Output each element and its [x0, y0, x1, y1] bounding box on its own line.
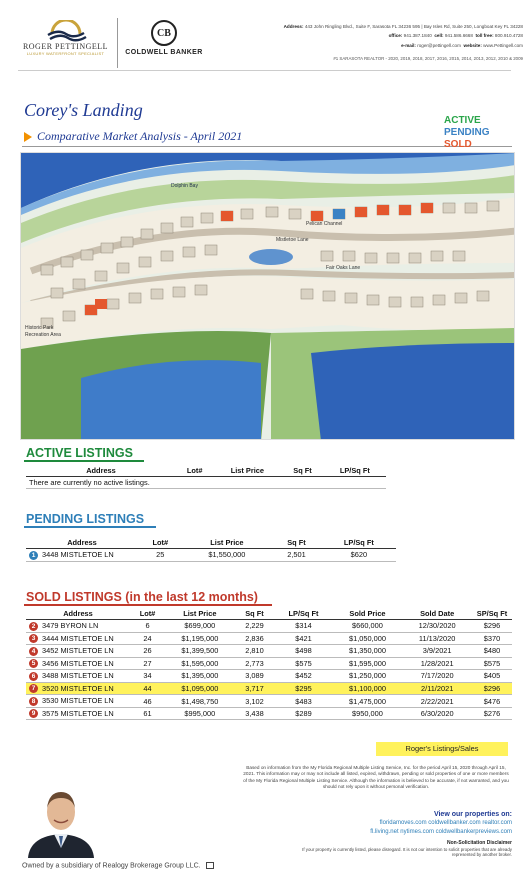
legend-active: ACTIVE [444, 115, 481, 126]
svg-text:Dolphin Bay: Dolphin Bay [171, 183, 198, 189]
marker-number-icon: 5 [29, 659, 38, 668]
lot-cell: 24 [130, 632, 165, 645]
pending-title: PENDING LISTINGS [26, 512, 145, 526]
roger-pettingell-logo [18, 20, 113, 70]
marker-number-icon: 8 [29, 697, 38, 706]
lpsq-cell: $421 [274, 632, 332, 645]
date-cell: 1/28/2021 [402, 657, 472, 670]
date-cell: 6/30/2020 [402, 707, 472, 720]
site-plan-drawing [21, 153, 515, 440]
marker-number-icon: 2 [29, 622, 38, 631]
price-cell: $1,395,000 [165, 670, 235, 683]
active-empty-message: There are currently no active listings. [26, 477, 386, 489]
tollfree-phone[interactable]: 800.910.4728 [494, 33, 523, 39]
lot-cell: 61 [130, 707, 165, 720]
lpsq-cell: $575 [274, 657, 332, 670]
address-cell: 3 3444 MISTLETOE LN [26, 632, 130, 645]
pending-underline [24, 526, 156, 528]
date-cell: 2/11/2021 [402, 682, 472, 695]
legend-pending: PENDING [444, 127, 490, 138]
marker-number-icon: 1 [29, 551, 38, 560]
header-divider [18, 70, 511, 71]
marker-number-icon: 7 [29, 684, 38, 693]
price-cell: $1,095,000 [165, 682, 235, 695]
agent-photo [22, 778, 100, 858]
price-cell: $1,195,000 [165, 632, 235, 645]
lot-cell: 44 [130, 682, 165, 695]
lot-cell: 27 [130, 657, 165, 670]
table-row[interactable] [26, 707, 512, 720]
sold-cell: $1,100,000 [333, 682, 403, 695]
lot-cell: 26 [130, 645, 165, 658]
table-row[interactable]: 1 3448 MISTLETOE LN 25 $1,550,000 2,501 $620 [26, 549, 396, 562]
sunset-waves-icon [44, 20, 88, 42]
date-cell: 11/13/2020 [402, 632, 472, 645]
coldwell-banker-logo [124, 18, 204, 68]
awards-line: #1 SARASOTA REALTOR - 2020, 2019, 2018, 2017, 2016, 2015, 2014, 2013, 2012, 2010 & 2009 [333, 56, 523, 61]
sqft-cell: 2,773 [235, 657, 275, 670]
price-cell: $699,000 [165, 620, 235, 633]
cell-phone[interactable]: 941.586.6668 [444, 33, 473, 39]
sold-cell: $660,000 [333, 620, 403, 633]
marker-number-icon: 6 [29, 672, 38, 681]
view-properties-heading: View our properties on: [433, 811, 512, 818]
view-properties-sites-1[interactable]: floridamoves.com coldwellbanker.com realtor.com [379, 820, 512, 826]
active-table: Address Lot# List Price Sq Ft LP/Sq Ft There are currently no active listings. [26, 465, 386, 489]
sqft-cell: 2,810 [235, 645, 275, 658]
sold-cell: $1,050,000 [333, 632, 403, 645]
lpsq-cell: $295 [274, 682, 332, 695]
spsq-cell: $480 [472, 645, 512, 658]
spsq-cell: $276 [472, 707, 512, 720]
cb-name: COLDWELL BANKER [125, 49, 203, 56]
logo-divider [117, 18, 118, 68]
price-cell: $1,399,500 [165, 645, 235, 658]
date-cell: 2/22/2021 [402, 695, 472, 708]
spsq-cell: $296 [472, 620, 512, 633]
email-link[interactable]: roger@pettingell.com [417, 42, 461, 48]
brand-subtitle: LUXURY WATERFRONT SPECIALIST [26, 51, 105, 56]
sold-title: SOLD LISTINGS (in the last 12 months) [26, 590, 258, 604]
spsq-cell: $575 [472, 657, 512, 670]
lpsq-cell: $452 [274, 670, 332, 683]
address-cell: 9 3575 MISTLETOE LN [26, 707, 130, 720]
address-cell: 7 3520 MISTLETOE LN [26, 682, 130, 695]
address-cell: 2 3479 BYRON LN [26, 620, 130, 633]
pending-table: Address Lot# List Price Sq Ft LP/Sq Ft 1 3448 MISTLETOE LN 25 $1,550,000 2,501 $620 [26, 537, 396, 562]
date-cell: 7/17/2020 [402, 670, 472, 683]
table-row[interactable] [26, 657, 512, 670]
website-link[interactable]: www.Pettingell.com [483, 42, 523, 48]
lpsq-cell: $498 [274, 645, 332, 658]
table-row[interactable] [26, 670, 512, 683]
sqft-cell: 3,102 [235, 695, 275, 708]
active-underline [24, 460, 144, 462]
sqft-cell: 2,229 [235, 620, 275, 633]
office-phone[interactable]: 941.387.1840 [403, 33, 432, 39]
page-subtitle: Comparative Market Analysis - April 2021 [24, 129, 242, 144]
active-title: ACTIVE LISTINGS [26, 446, 133, 460]
svg-text:Historic Park: Historic Park [25, 325, 54, 331]
spsq-cell: $370 [472, 632, 512, 645]
svg-text:Fair Oaks Lane: Fair Oaks Lane [326, 265, 361, 271]
mls-disclaimer: Based on information from the My Florida Regional Multiple Listing Service, Inc. for the period April 15, 2020 through April 15, 2021. This information may or may not include all listed, expired, withdrawn, pending or sold properties of one or more members of the My Florida Regional Multiple Listing Service. Although the information is believed to be accurate, if not warranted, and you should not rely upon it without personal verification. [243, 765, 509, 790]
date-cell: 12/30/2020 [402, 620, 472, 633]
table-row[interactable] [26, 695, 512, 708]
title-divider [22, 146, 512, 147]
view-properties [300, 810, 512, 837]
address: 443 John Ringling Blvd., Suite F, Sarasota FL 34236 595 | Bay Isles Rd, Suite 250, Longboat Key FL 34228 [304, 24, 523, 29]
equal-housing-icon [206, 862, 214, 869]
nonsolicitation-disclaimer: Non-Solicitation Disclaimer If your property is currently listed, please disregard. It is not our intention to solicit properties that are already represented by another broker. [302, 840, 512, 858]
price-cell: $1,498,750 [165, 695, 235, 708]
sqft-cell: 3,438 [235, 707, 275, 720]
address-cell: 4 3452 MISTLETOE LN [26, 645, 130, 658]
sqft-cell: 3,089 [235, 670, 275, 683]
sqft-cell: 2,836 [235, 632, 275, 645]
agent-portrait-icon [22, 778, 100, 858]
spsq-cell: $405 [472, 670, 512, 683]
view-properties-sites-2[interactable]: fl.living.net nytimes.com coldwellbankerpreviews.com [370, 829, 512, 835]
marker-number-icon: 9 [29, 709, 38, 718]
triangle-bullet-icon [24, 132, 32, 142]
status-legend [444, 115, 490, 151]
svg-text:Recreation Area: Recreation Area [25, 332, 61, 338]
marker-number-icon: 4 [29, 647, 38, 656]
lpsq-cell: $314 [274, 620, 332, 633]
sold-cell: $1,595,000 [333, 657, 403, 670]
svg-text:Pelican Channel: Pelican Channel [306, 221, 343, 227]
price-cell: $1,595,000 [165, 657, 235, 670]
roger-listings-tag: Roger's Listings/Sales [376, 742, 508, 756]
table-row[interactable] [26, 620, 512, 633]
lpsq-cell: $289 [274, 707, 332, 720]
spsq-cell: $296 [472, 682, 512, 695]
address-cell: 6 3488 MISTLETOE LN [26, 670, 130, 683]
sold-cell: $950,000 [333, 707, 403, 720]
sold-table: Address Lot# List Price Sq Ft LP/Sq Ft Sold Price Sold Date SP/Sq Ft 2 3479 BYRON LN 6 $699,000 2,229 $314 $660,000 12/30/2020 $296 3 3444 MISTLETOE LN 24 $1,195,000 2,836 $421 $1,050,000 11/13/2020 $370 4 3452 MISTLETOE LN 26 $1,399,500 2,810 $498 $1,350,000 3/9/2021 $480 5 3456 MISTLETOE LN 27 $1,595,000 2,773 $575 $1,595,000 1/28/2021 $575 6 3488 MISTLETOE LN 34 $1,395,000 3,089 $452 $1,250,000 7/17/2020 $405 7 3520 MISTLETOE LN 44 $1,095,000 3,717 $295 $1,100,000 2/11/2021 $296 8 3530 MISTLETOE LN 46 $1,498,750 3,102 $483 $1,475,000 2/22/2021 $476 9 3575 MISTLETOE LN 61 $995,000 3,438 $289 $950,000 6/30/2020 $276 [26, 608, 512, 720]
lpsq-cell: $483 [274, 695, 332, 708]
table-row[interactable] [26, 645, 512, 658]
sold-underline [24, 604, 272, 606]
date-cell: 3/9/2021 [402, 645, 472, 658]
lot-cell: 46 [130, 695, 165, 708]
lot-cell: 6 [130, 620, 165, 633]
ownership-note: Owned by a subsidiary of Realogy Brokerage Group LLC. [22, 862, 214, 869]
legend-sold: SOLD [444, 139, 472, 150]
contact-info: Address: 443 John Ringling Blvd., Suite F, Sarasota FL 34236 595 | Bay Isles Rd, Suite 250, Longboat Key FL 34228 office: 941.387.1840 cell: 941.586.6668 toll free: 800.910.4728 e-mail: roger@pettingell.com website: www.Pettingell.com [283, 24, 523, 48]
spsq-cell: $476 [472, 695, 512, 708]
address-cell: 8 3530 MISTLETOE LN [26, 695, 130, 708]
table-row[interactable] [26, 682, 512, 695]
price-cell: $995,000 [165, 707, 235, 720]
page-title: Corey's Landing [24, 100, 143, 120]
sqft-cell: 3,717 [235, 682, 275, 695]
marker-number-icon: 3 [29, 634, 38, 643]
brand-name: ROGER PETTINGELL [22, 42, 109, 51]
community-site-map [20, 152, 515, 440]
sold-cell: $1,350,000 [333, 645, 403, 658]
address-cell: 5 3456 MISTLETOE LN [26, 657, 130, 670]
cb-monogram-icon: CB [151, 20, 177, 46]
svg-text:Mistletoe Lane: Mistletoe Lane [276, 237, 309, 243]
sold-cell: $1,475,000 [333, 695, 403, 708]
page-header [0, 0, 529, 78]
sold-cell: $1,250,000 [333, 670, 403, 683]
table-row[interactable] [26, 632, 512, 645]
lot-cell: 34 [130, 670, 165, 683]
